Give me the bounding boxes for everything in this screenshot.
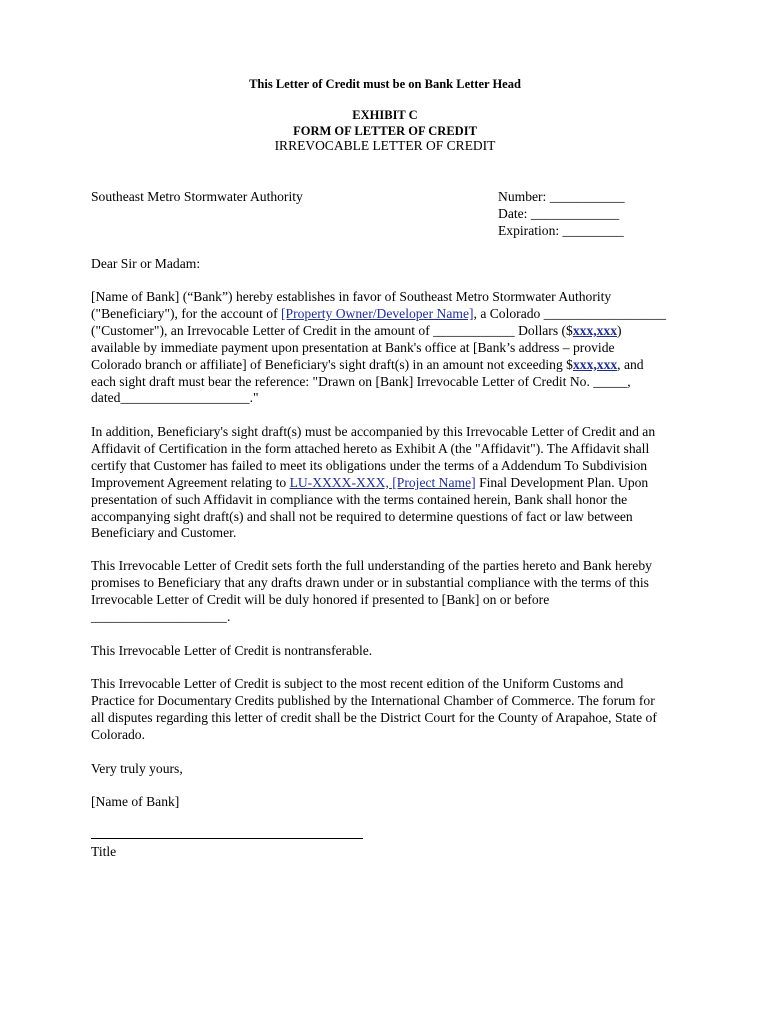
para3-line: ____________________. — [91, 608, 231, 624]
paragraph-understanding — [91, 558, 691, 626]
document-subtitle: IRREVOCABLE LETTER OF CREDIT — [274, 138, 496, 153]
date-field: Date: _____________ — [498, 206, 620, 221]
letterhead-note: This Letter of Credit must be on Bank Letter Head — [249, 77, 521, 91]
signature-line — [91, 838, 363, 839]
para2-line: certify that Customer has failed to meet its obligations under the terms of a Addendum To Subdivision — [91, 457, 648, 473]
para1-line: available by immediate payment upon presentation at Bank's office at [Bank’s address – provide — [91, 339, 615, 355]
para2-line: Improvement Agreement relating to LU-XXXX-XXX, [Project Name] Final Development Plan. Upon — [91, 474, 649, 490]
number-field: Number: ___________ — [498, 189, 625, 204]
para1-line: ("Customer"), an Irrevocable Letter of Credit in the amount of ____________ Dollars ($xxx,xxx) — [91, 322, 622, 338]
para1-line: [Name of Bank] (“Bank”) hereby establishes in favor of Southeast Metro Stormwater Authority — [91, 289, 612, 304]
para5-line: all disputes regarding this letter of credit shall be the District Court for the County of Arapahoe, State of — [91, 709, 657, 725]
para2-line: presentation of such Affidavit in compliance with the terms contained herein, Bank shall honor the — [91, 491, 628, 507]
para3-line: promises to Beneficiary that any drafts drawn under or in substantial compliance with the terms of this — [91, 574, 649, 590]
signature-title: Title — [91, 844, 117, 859]
salutation: Dear Sir or Madam: — [91, 256, 201, 271]
form-title: FORM OF LETTER OF CREDIT — [293, 124, 477, 138]
para3-line: Irrevocable Letter of Credit will be duly honored if presented to [Bank] on or before — [91, 591, 550, 607]
para5-line: Colorado. — [91, 726, 145, 742]
para2-line: accompanying sight draft(s) and shall not be required to determine questions of fact or law between — [91, 508, 633, 524]
amount-link[interactable]: xxx,xxx — [572, 322, 618, 338]
para5-line: This Irrevocable Letter of Credit is subject to the most recent edition of the Uniform Customs and — [91, 676, 624, 691]
para1-line: Colorado branch or affiliate] of Beneficiary's sight draft(s) in an amount not exceeding $xxx,xxx, and — [91, 356, 644, 372]
para1-line: ("Beneficiary"), for the account of [Property Owner/Developer Name], a Colorado __________________ — [91, 305, 667, 321]
expiration-field: Expiration: _________ — [498, 223, 624, 238]
para2-line: Affidavit of Certification in the form attached hereto as Exhibit A (the "Affidavit"). The Affidavit shall — [91, 440, 650, 456]
para2-line: In addition, Beneficiary's sight draft(s) must be accompanied by this Irrevocable Letter of Credit and an — [91, 424, 656, 439]
paragraph-establishment — [91, 289, 691, 407]
para1-line: dated___________________." — [91, 390, 259, 406]
exhibit-label: EXHIBIT C — [352, 108, 418, 122]
paragraph-affidavit — [91, 424, 691, 542]
para5-line: Practice for Documentary Credits published by the International Chamber of Commerce. The forum for — [91, 692, 655, 708]
letter-meta — [498, 188, 625, 239]
addressee: Southeast Metro Stormwater Authority — [91, 189, 303, 204]
project-link[interactable]: LU-XXXX-XXX, [Project Name] — [289, 474, 476, 490]
para3-line: This Irrevocable Letter of Credit sets forth the full understanding of the parties hereto and Bank hereby — [91, 558, 652, 573]
paragraph-nontransferable: This Irrevocable Letter of Credit is nontransferable. — [91, 643, 373, 658]
para1-line: each sight draft must bear the reference: "Drawn on [Bank] Irrevocable Letter of Credit No. _____, — [91, 373, 631, 389]
para2-line: Beneficiary and Customer. — [91, 525, 237, 541]
property-owner-link[interactable]: [Property Owner/Developer Name] — [281, 305, 474, 321]
bank-name: [Name of Bank] — [91, 794, 180, 809]
paragraph-ucp — [91, 676, 691, 744]
max-amount-link[interactable]: xxx,xxx — [572, 356, 618, 372]
closing: Very truly yours, — [91, 761, 183, 776]
